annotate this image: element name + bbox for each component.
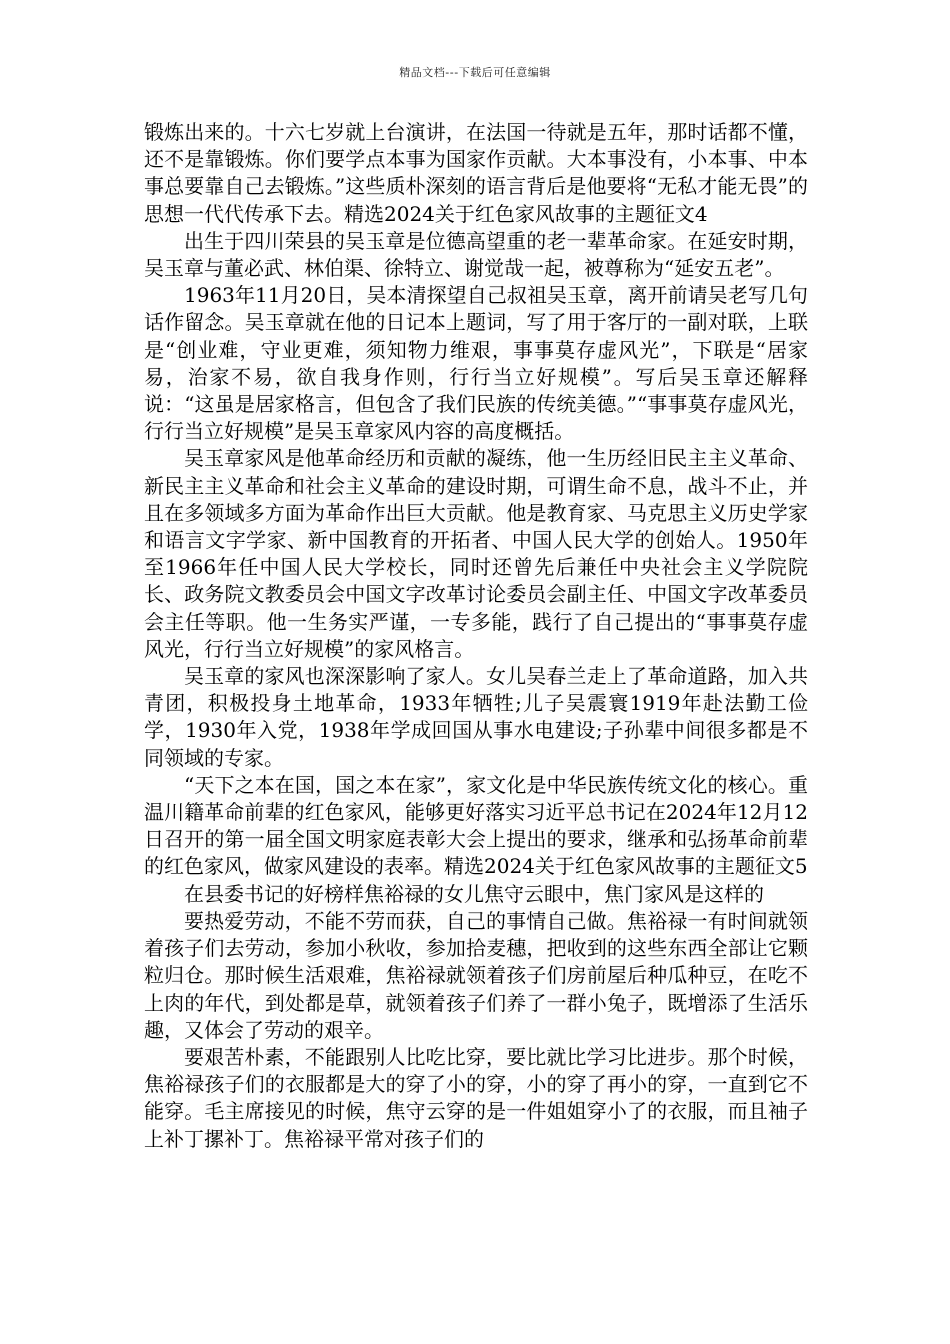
paragraph: 要艰苦朴素，不能跟别人比吃比穿，要比就比学习比进步。那个时候，焦裕禄孩子们的衣服都是大的穿了小的穿，小的穿了再小的穿，一直到它不能穿。毛主席接见的时候，焦守云穿的是一件姐姐穿小了的衣服，而且袖子上补丁摞补丁。焦裕禄平常对孩子们的 (144, 1044, 808, 1151)
paragraph: 要热爱劳动，不能不劳而获，自己的事情自己做。焦裕禄一有时间就领着孩子们去劳动，参加小秋收，参加拾麦穗，把收到的这些东西全部让它颗粒归仓。那时候生活艰难，焦裕禄就领着孩子们房前屋后种瓜种豆，在吃不上肉的年代，到处都是草，就领着孩子们养了一群小兔子，既增添了生活乐趣，又体会了劳动的艰辛。 (144, 908, 808, 1042)
paragraph: 吴玉章的家风也深深影响了家人。女儿吴春兰走上了革命道路，加入共青团，积极投身土地革命，1933年牺牲;儿子吴震寰1919年赴法勤工俭学，1930年入党，1938年学成回国从事水电建设;子孙辈中间很多都是不同领域的专家。 (144, 664, 808, 770)
paragraph: “天下之本在国，国之本在家”，家文化是中华民族传统文化的核心。重温川籍革命前辈的红色家风，能够更好落实习近平总书记在2024年12月12日召开的第一届全国文明家庭表彰大会上提出的要求，继承和弘扬革命前辈的红色家风，做家风建设的表率。精选2024关于红色家风故事的主题征文5 (144, 772, 808, 879)
document-body (144, 119, 808, 1153)
paragraph: 出生于四川荣县的吴玉章是位德高望重的老一辈革命家。在延安时期，吴玉章与董必武、林伯渠、徐特立、谢觉哉一起，被尊称为“延安五老”。 (144, 228, 808, 281)
paragraph: 在县委书记的好榜样焦裕禄的女儿焦守云眼中，焦门家风是这样的 (184, 881, 764, 906)
paragraph: 1963年11月20日，吴本清探望自己叔祖吴玉章，离开前请吴老写几句话作留念。吴玉章就在他的日记本上题词，写了用于客厅的一副对联，上联是“创业难，守业更难，须知物力维艰，事事莫存虚风光”，下联是“居家易，治家不易，欲自我身作则，行行当立好规模”。写后吴玉章还解释说：“这虽是居家格言，但包含了我们民族的传统美德。”“事事莫存虚风光，行行当立好规模”是吴玉章家风内容的高度概括。 (144, 283, 808, 444)
page-header: 精品文档---下载后可任意编辑 (399, 66, 551, 79)
paragraph: 锻炼出来的。十六七岁就上台演讲，在法国一待就是五年，那时话都不懂，还不是靠锻炼。你们要学点本事为国家作贡献。大本事没有，小本事、中本事总要靠自己去锻炼。”这些质朴深刻的语言背后是他要将“无私才能无畏”的思想一代代传承下去。精选2024关于红色家风故事的主题征文4 (144, 120, 808, 226)
paragraph: 吴玉章家风是他革命经历和贡献的凝练，他一生历经旧民主主义革命、新民主主义革命和社会主义革命的建设时期，可谓生命不息，战斗不止，并且在多领域多方面为革命作出巨大贡献。他是教育家、马克思主义历史学家和语言文字学家、新中国教育的开拓者、中国人民大学的创始人。1950年至1966年任中国人民大学校长，同时还曾先后兼任中央社会主义学院院长、政务院文教委员会中国文字改革讨论委员会副主任、中国文字改革委员会主任等职。他一生务实严谨，一专多能，践行了自己提出的“事事莫存虚风光，行行当立好规模”的家风格言。 (144, 446, 808, 661)
